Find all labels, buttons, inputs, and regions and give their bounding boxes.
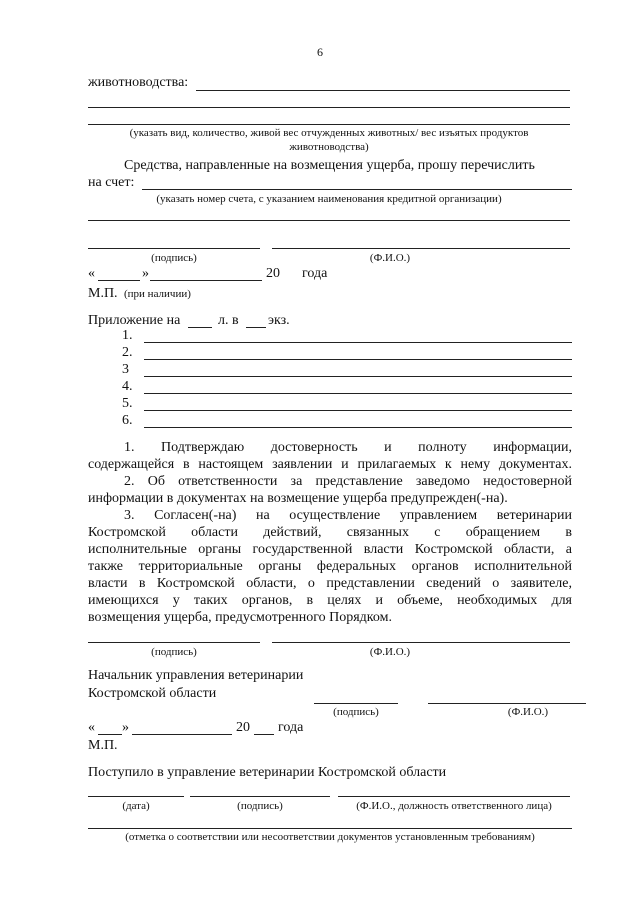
head-year-suffix: года xyxy=(278,720,304,735)
statement-1-line: 1. Подтверждаю достоверность и полноту информации, xyxy=(124,440,572,455)
attachment-item-line[interactable] xyxy=(144,359,572,360)
head-day-line[interactable] xyxy=(98,734,122,735)
date-quote-close: » xyxy=(142,266,149,281)
funds-text-2: на счет: xyxy=(88,175,135,190)
statement-2 xyxy=(124,474,572,490)
head-date-quote-open: « xyxy=(88,720,95,735)
attachment-sheets-word: л. в xyxy=(218,313,239,328)
attachment-item-number: 6. xyxy=(122,413,133,428)
received-official-line[interactable] xyxy=(338,796,570,797)
fio-line-2[interactable] xyxy=(272,642,570,643)
head-month-line[interactable] xyxy=(132,734,232,735)
head-year-prefix: 20 xyxy=(236,720,250,735)
head-title: Начальник управления ветеринарии xyxy=(88,668,304,683)
year-suffix: года xyxy=(302,266,328,281)
copies-line[interactable] xyxy=(246,327,266,328)
seal-label: М.П. xyxy=(88,286,118,301)
statement-1-line-2: содержащейся в настоящем заявлении и прилагаемых к нему документах. xyxy=(88,457,572,472)
seal-note: (при наличии) xyxy=(124,288,191,300)
livestock-hint: (указать вид, количество, живой вес отчужденных животных/ вес изъятых продуктов xyxy=(129,127,529,139)
attachment-item-line[interactable] xyxy=(144,410,572,411)
received-signature-line[interactable] xyxy=(190,796,330,797)
livestock-input-line-2[interactable] xyxy=(88,107,570,108)
year-prefix: 20 xyxy=(266,266,280,281)
signature-label: (подпись) xyxy=(151,252,197,264)
day-line[interactable] xyxy=(98,280,140,281)
compliance-hint: (отметка о соответствии или несоответствии документов установленным требованиям) xyxy=(125,831,535,843)
head-fio-label: (Ф.И.О.) xyxy=(507,706,549,718)
attachment-item-line[interactable] xyxy=(144,427,572,428)
funds-text: Средства, направленные на возмещения ущерба, прошу перечислить xyxy=(124,158,535,173)
received-text: Поступило в управление ветеринарии Костромской области xyxy=(88,765,447,780)
statement-3 xyxy=(124,508,572,524)
attachment-item-number: 3 xyxy=(122,362,129,377)
fio-line[interactable] xyxy=(272,248,570,249)
statement-3-cont xyxy=(88,559,572,575)
statement-3-cont xyxy=(88,576,572,592)
attachment-copies-word: экз. xyxy=(268,313,290,328)
attachment-item-number: 2. xyxy=(122,345,133,360)
statement-3-line-2: Костромской области действий, связанных с обращением в xyxy=(88,525,572,540)
fio-label-2: (Ф.И.О.) xyxy=(369,646,411,658)
signature-line[interactable] xyxy=(88,248,260,249)
attachment-label: Приложение на xyxy=(88,313,181,328)
statement-3-line: 3. Согласен(-на) на осуществление управлением ветеринарии xyxy=(124,508,572,523)
livestock-hint-2: животноводства) xyxy=(289,141,369,153)
statement-3-line-3: исполнительные органы государственной власти Костромской области, а xyxy=(88,542,572,557)
statement-3-cont xyxy=(88,542,572,558)
head-signature-label: (подпись) xyxy=(333,706,379,718)
attachment-item-number: 5. xyxy=(122,396,133,411)
account-input-line-2[interactable] xyxy=(88,220,570,221)
month-line[interactable] xyxy=(150,280,262,281)
attachment-item-line[interactable] xyxy=(144,393,572,394)
date-quote-open: « xyxy=(88,266,95,281)
head-seal-label: М.П. xyxy=(88,738,118,753)
livestock-label: животноводства: xyxy=(88,75,189,90)
page-number: 6 xyxy=(317,45,323,59)
signature-line-2[interactable] xyxy=(88,642,260,643)
statement-1 xyxy=(124,440,572,456)
received-date-line[interactable] xyxy=(88,796,184,797)
statement-3-line-4: также территориальные органы федеральных органов исполнительной xyxy=(88,559,572,574)
head-title-2: Костромской области xyxy=(88,686,217,701)
received-signature-label: (подпись) xyxy=(237,800,283,812)
head-date-quote-close: » xyxy=(122,720,129,735)
head-signature-line[interactable] xyxy=(314,703,398,704)
statement-3-line-6: имеющихся у таких органов, в целях и объеме, необходимых для xyxy=(88,593,572,608)
livestock-input-line[interactable] xyxy=(196,90,570,91)
statement-3-cont xyxy=(88,593,572,609)
account-input-line[interactable] xyxy=(142,189,572,190)
received-date-label: (дата) xyxy=(122,800,150,812)
attachment-item-number: 4. xyxy=(122,379,133,394)
received-official-label: (Ф.И.О., должность ответственного лица) xyxy=(356,800,552,812)
statement-3-line-7: возмещения ущерба, предусмотренного Порядком. xyxy=(88,610,392,625)
head-fio-line[interactable] xyxy=(428,703,586,704)
statement-2-cont xyxy=(88,491,572,507)
statement-2-line-2: информации в документах на возмещение ущерба предупрежден(-на). xyxy=(88,491,508,506)
statement-3-line-5: власти в Костромской области, о представлении сведений о заявителе, xyxy=(88,576,572,591)
fio-label: (Ф.И.О.) xyxy=(369,252,411,264)
statement-3-cont xyxy=(88,525,572,541)
signature-label-2: (подпись) xyxy=(151,646,197,658)
head-year-line[interactable] xyxy=(254,734,274,735)
attachment-item-number: 1. xyxy=(122,328,133,343)
statement-1-cont xyxy=(88,457,572,473)
statement-2-line: 2. Об ответственности за представление заведомо недостоверной xyxy=(124,474,572,489)
account-hint: (указать номер счета, с указанием наименования кредитной организации) xyxy=(156,193,502,205)
compliance-line[interactable] xyxy=(88,828,572,829)
livestock-input-line-3[interactable] xyxy=(88,124,570,125)
attachment-item-line[interactable] xyxy=(144,342,572,343)
sheets-line[interactable] xyxy=(188,327,212,328)
statement-3-cont xyxy=(88,610,392,626)
attachment-item-line[interactable] xyxy=(144,376,572,377)
